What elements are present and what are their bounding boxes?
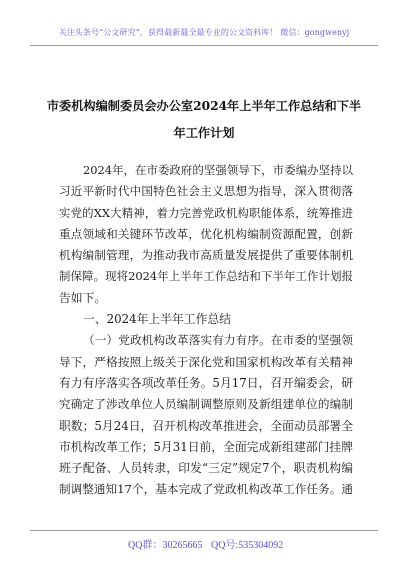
body-line: 制保障。现将2024年上半年工作总结和下半年工作计划报 — [59, 269, 353, 284]
body-line: 制调整通知17个，基本完成了党政机构改革工作任务。通 — [59, 482, 353, 497]
body-line: 机构编制管理，为推动我市高质量发展提供了重要体制机 — [59, 248, 353, 263]
body-line: 实党的XX大精神，着力完善党政机构职能体系，统筹推进 — [59, 205, 353, 220]
body-line: 有力有序落实各项改革任务。5月17日，召开编委会，研 — [59, 375, 353, 390]
title-line-1: 市委机构编制委员会办公室2024年上半年工作总结和下半 — [46, 99, 362, 113]
body-line: 2024年，在市委政府的坚强领导下，市委编办坚持以 — [83, 163, 353, 177]
body-line: 习近平新时代中国特色社会主义思想为指导，深入贯彻落 — [59, 184, 353, 199]
header-rule — [30, 45, 378, 46]
body-line: 市机构改革工作；5月31日前，全面完成新组建部门挂牌 — [59, 439, 353, 454]
body-line: 重点领域和关键环节改革，优化机构编制资源配置，创新 — [59, 226, 353, 241]
body-line: 导下，严格按照上级关于深化党和国家机构改革有关精神 — [59, 354, 353, 369]
top-banner: 关注头条号“公文研究”，获得最新最全最专业的公文资料库！ 微信：gongwenyj — [58, 28, 350, 37]
body-line: （一）党政机构改革落实有力有序。在市委的坚强领 — [83, 333, 353, 348]
body-line: 告如下。 — [59, 290, 107, 305]
title-line-2: 年工作计划 — [173, 126, 235, 140]
body-line: 究确定了涉改单位人员编制调整原则及新组建单位的编制 — [59, 397, 353, 412]
document-body — [59, 160, 353, 501]
footer-rule — [30, 530, 378, 531]
body-line: 职数；5月24日，召开机构改革推进会，全面动员部署全 — [59, 418, 353, 433]
qq-number: QQ号:535304092 — [211, 540, 284, 551]
qq-group-number: QQ群：30265665 — [128, 540, 203, 551]
body-line: 班子配备、人员转隶，印发“三定”规定7个，职责机构编 — [59, 461, 353, 476]
body-line: 一、2024年上半年工作总结 — [83, 312, 231, 327]
